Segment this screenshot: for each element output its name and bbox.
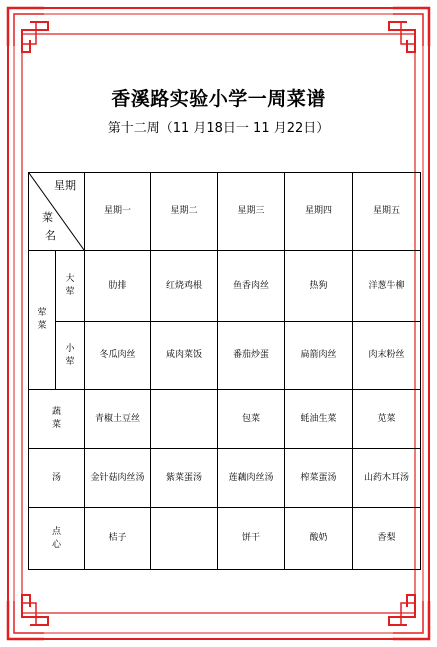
day-header-tue: 星期二	[151, 173, 218, 251]
menu-cell: 洋葱牛柳	[353, 251, 421, 322]
menu-cell: 蚝油生菜	[285, 390, 353, 449]
menu-cell: 肋排	[85, 251, 151, 322]
group-label-small-meat: 小 荤	[56, 322, 85, 390]
table-row-soup	[29, 449, 421, 508]
table-row-large-meat	[29, 251, 421, 322]
menu-cell: 酸奶	[285, 508, 353, 570]
day-header-mon: 星期一	[85, 173, 151, 251]
menu-cell: 鱼香肉丝	[218, 251, 285, 322]
header-row	[29, 173, 421, 251]
group-label-soup: 汤	[29, 449, 85, 508]
group-label-meat: 荤 菜	[29, 251, 56, 390]
menu-cell: 莲藕肉丝汤	[218, 449, 285, 508]
menu-cell: 番茄炒蛋	[218, 322, 285, 390]
menu-cell: 热狗	[285, 251, 353, 322]
menu-cell: 香梨	[353, 508, 421, 570]
menu-cell	[151, 508, 218, 570]
day-header-thu: 星期四	[285, 173, 353, 251]
corner-day-label: 星期	[54, 179, 76, 192]
menu-cell: 山药木耳汤	[353, 449, 421, 508]
menu-cell: 包菜	[218, 390, 285, 449]
menu-cell: 紫菜蛋汤	[151, 449, 218, 508]
table-row-snack	[29, 508, 421, 570]
corner-header-cell	[29, 173, 85, 251]
group-label-large-meat: 大 荤	[56, 251, 85, 322]
table-row-vegetable	[29, 390, 421, 449]
menu-cell: 金针菇肉丝汤	[85, 449, 151, 508]
page-title: 香溪路实验小学一周菜谱	[111, 88, 326, 110]
day-header-wed: 星期三	[218, 173, 285, 251]
menu-cell: 红烧鸡根	[151, 251, 218, 322]
menu-cell: 苋菜	[353, 390, 421, 449]
menu-cell: 桔子	[85, 508, 151, 570]
menu-cell: 扁箭肉丝	[285, 322, 353, 390]
corner-category-label: 菜 名	[42, 211, 56, 242]
menu-cell: 青椒土豆丝	[85, 390, 151, 449]
menu-cell: 榨菜蛋汤	[285, 449, 353, 508]
week-subtitle: 第十二周（11 月18日一 11 月22日）	[107, 121, 330, 136]
menu-cell	[151, 390, 218, 449]
day-header-fri: 星期五	[353, 173, 421, 251]
menu-cell: 冬瓜肉丝	[85, 322, 151, 390]
table-row-small-meat	[29, 322, 421, 390]
menu-cell: 肉末粉丝	[353, 322, 421, 390]
weekly-menu-table	[28, 172, 421, 570]
group-label-vegetable: 蔬 菜	[29, 390, 85, 449]
menu-cell: 饼干	[218, 508, 285, 570]
menu-cell: 咸肉菜饭	[151, 322, 218, 390]
group-label-snack: 点 心	[29, 508, 85, 570]
